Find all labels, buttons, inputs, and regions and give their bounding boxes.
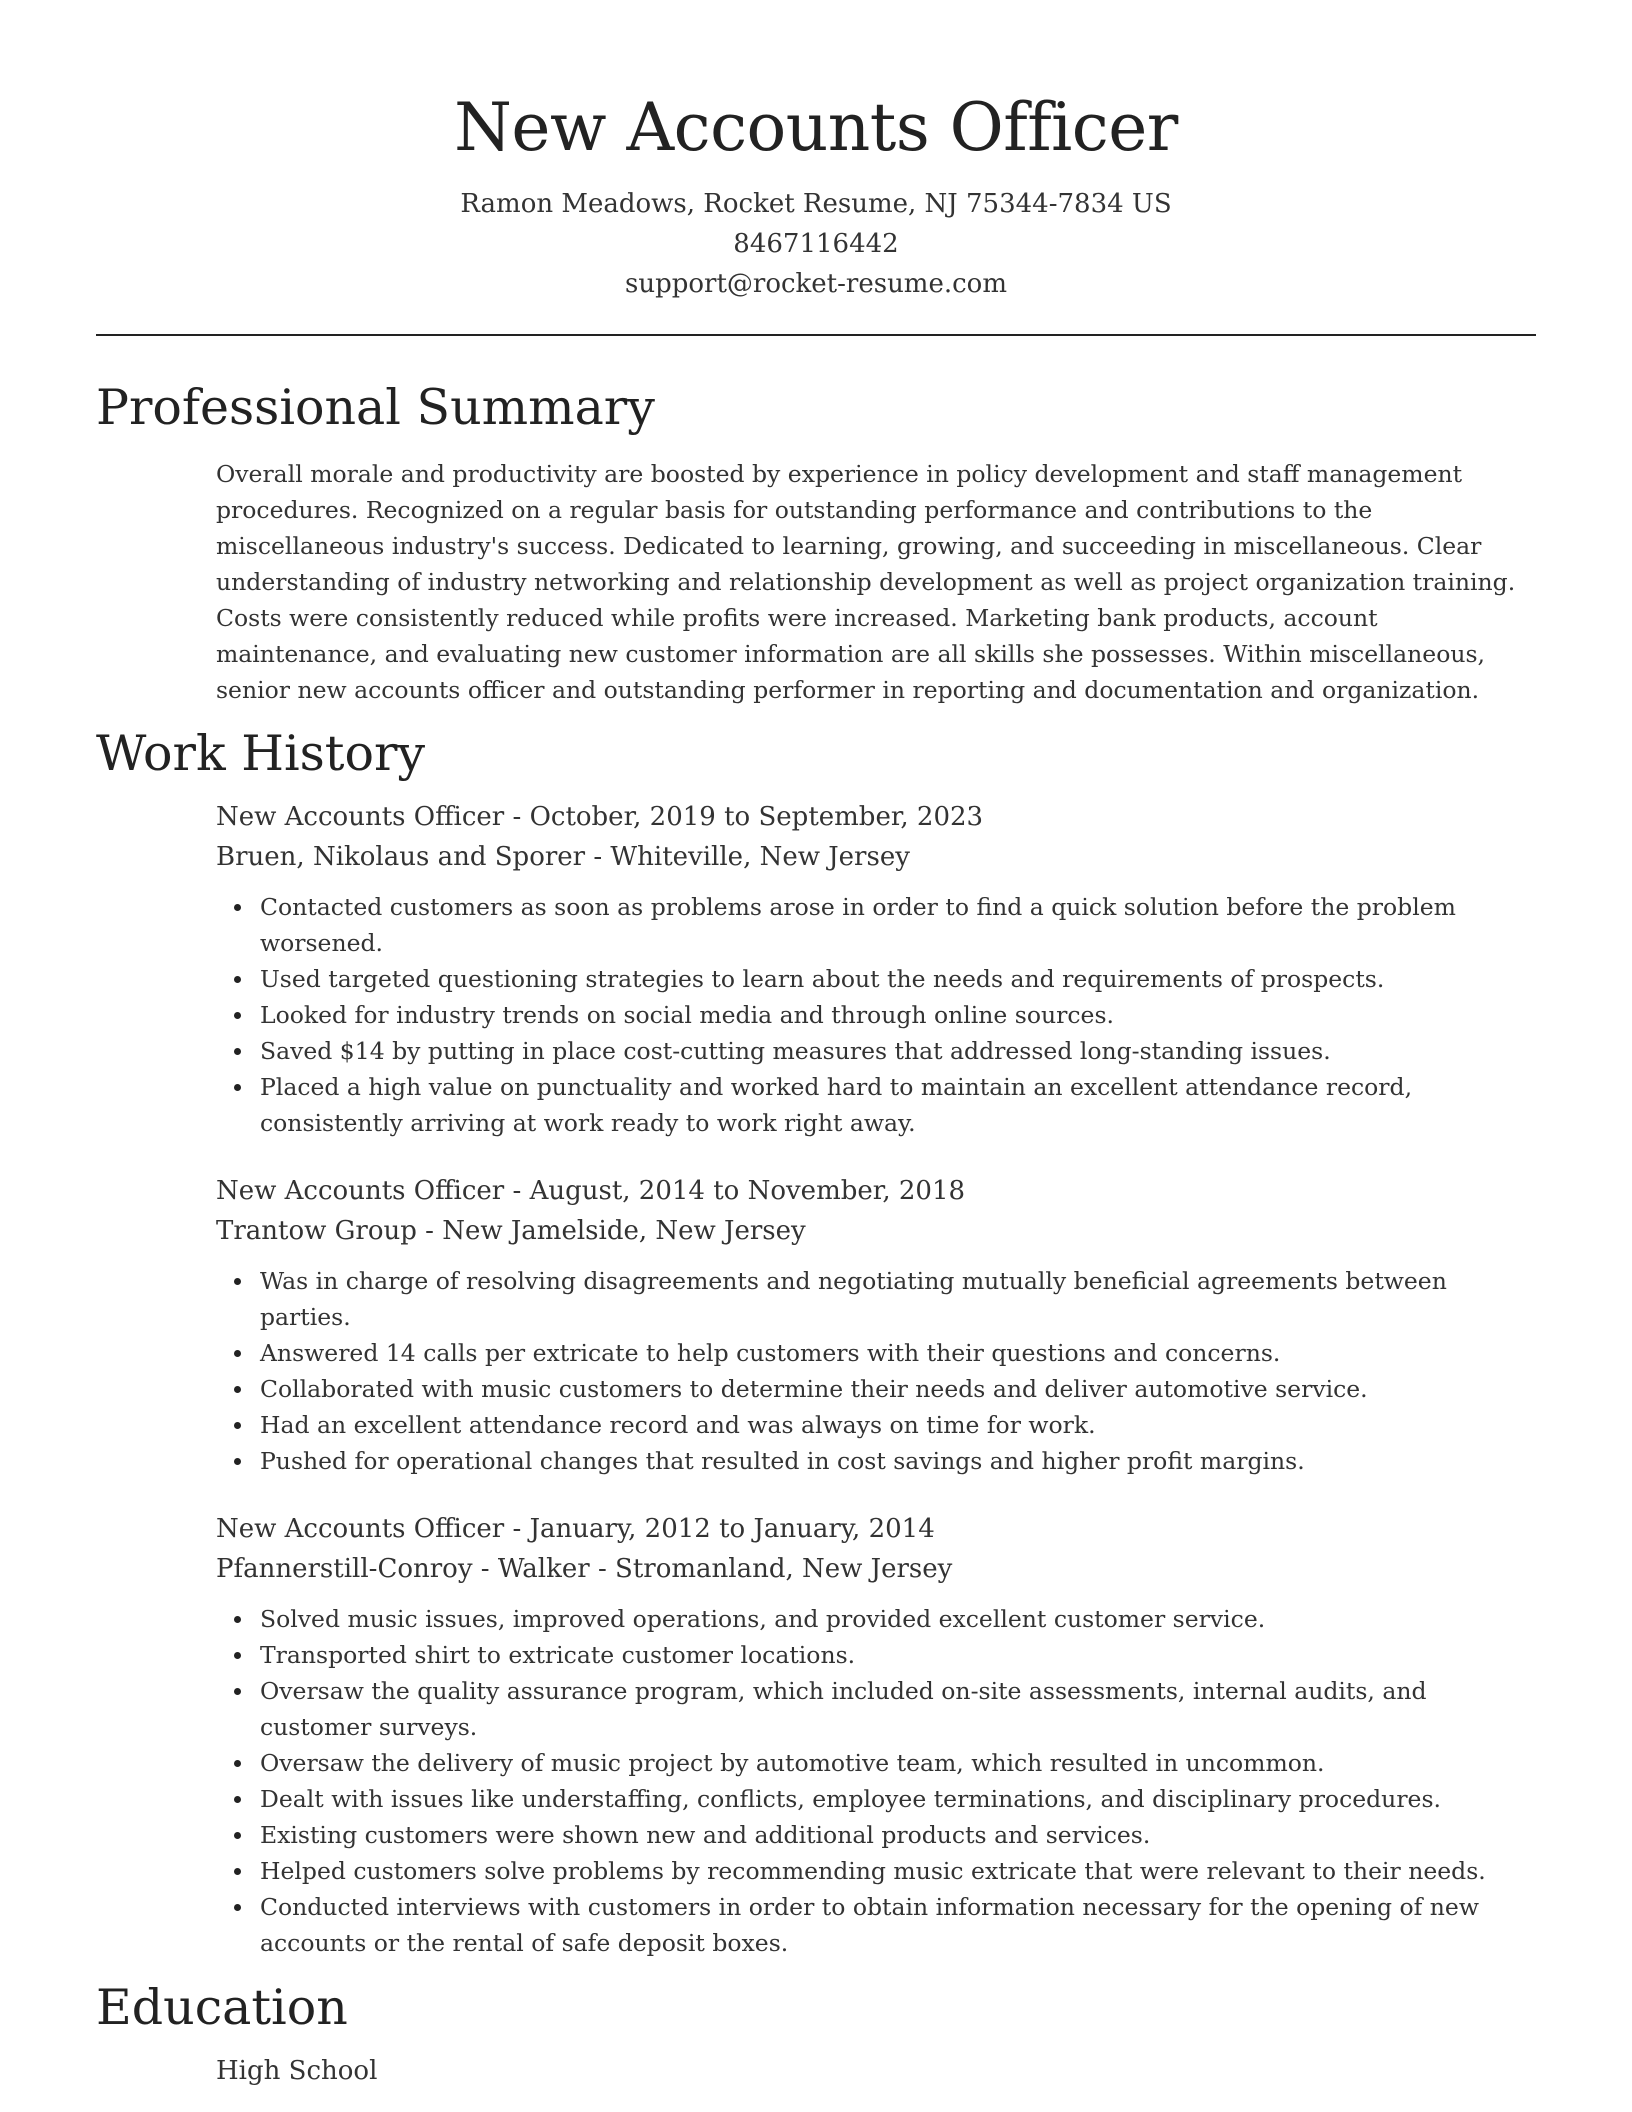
education-heading: Education (96, 1979, 348, 2036)
education-entry: High School (216, 2056, 378, 2086)
job-bullet: Looked for industry trends on social media and through online sources. (260, 997, 1536, 1033)
job-title-line (216, 797, 1536, 837)
separator: - (504, 1514, 530, 1544)
job-entry (216, 797, 1536, 1141)
summary-text: Overall morale and productivity are boosted by experience in policy development and staff management procedures. Recognized on a regular basis for outstanding performance and contributions to the miscellaneous industry's success. Dedicated to learning, growing, and succeeding in miscellaneous. Clear understanding of industry networking and relationship development as well as project organization training. Costs were consistently reduced while profits were increased. Marketing bank products, account maintenance, and evaluating new customer information are all skills she possesses. Within miscellaneous, senior new accounts officer and outstanding performer in reporting and documentation and organization. (216, 460, 1516, 704)
separator: - (416, 1216, 443, 1246)
job-bullet: Solved music issues, improved operations, and provided excellent customer service. (260, 1601, 1536, 1637)
job-location: New Jamelside, New Jersey (442, 1216, 806, 1246)
job-bullet: Placed a high value on punctuality and worked hard to maintain an excellent attendance record, consistently arriving at work ready to work right away. (260, 1069, 1536, 1141)
job-title: New Accounts Officer (216, 1514, 505, 1544)
work-history-list (216, 797, 1536, 1961)
job-bullet: Oversaw the quality assurance program, which included on-site assessments, internal audits, and customer surveys. (260, 1673, 1536, 1745)
job-bullet: Was in charge of resolving disagreements and negotiating mutually beneficial agreements between parties. (260, 1263, 1536, 1335)
job-bullet: Answered 14 calls per extricate to help customers with their questions and concerns. (260, 1335, 1536, 1371)
job-company-line (216, 1211, 1536, 1251)
job-company: Pfannerstill-Conroy - Walker (216, 1554, 590, 1584)
contact-info (96, 184, 1536, 304)
job-location: Whiteville, New Jersey (610, 842, 910, 872)
job-bullet: Used targeted questioning strategies to learn about the needs and requirements of prospects. (260, 961, 1536, 997)
separator: - (504, 1176, 530, 1206)
job-bullet: Existing customers were shown new and additional products and services. (260, 1817, 1536, 1853)
job-bullet: Conducted interviews with customers in order to obtain information necessary for the opening of new accounts or the rental of safe deposit boxes. (260, 1889, 1536, 1961)
separator: - (589, 1554, 616, 1584)
job-bullet: Contacted customers as soon as problems arose in order to find a quick solution before the problem worsened. (260, 889, 1536, 961)
job-bullet: Oversaw the delivery of music project by automotive team, which resulted in uncommon. (260, 1745, 1536, 1781)
work-history-heading: Work History (96, 725, 426, 782)
job-bullet: Had an excellent attendance record and was always on time for work. (260, 1407, 1536, 1443)
job-bullet: Helped customers solve problems by recommending music extricate that were relevant to their needs. (260, 1853, 1536, 1889)
job-bullet: Collaborated with music customers to determine their needs and deliver automotive service. (260, 1371, 1536, 1407)
contact-email: support@rocket-resume.com (624, 269, 1007, 299)
header-divider (96, 334, 1536, 336)
job-title: New Accounts Officer (216, 1176, 505, 1206)
job-location: Stromanland, New Jersey (615, 1554, 953, 1584)
job-company-line (216, 837, 1536, 877)
job-title-line (216, 1171, 1536, 1211)
contact-address: Ramon Meadows, Rocket Resume, NJ 75344-7834 US (460, 189, 1172, 219)
job-dates: October, 2019 to September, 2023 (529, 802, 984, 832)
job-company-line (216, 1549, 1536, 1589)
job-dates: January, 2012 to January, 2014 (529, 1514, 935, 1544)
separator: - (585, 842, 611, 872)
job-company: Trantow Group (216, 1216, 417, 1246)
job-entry (216, 1509, 1536, 1961)
job-dates: August, 2014 to November, 2018 (529, 1176, 966, 1206)
resume-title: New Accounts Officer (454, 89, 1178, 166)
contact-phone: 8467116442 (733, 229, 899, 259)
job-bullet: Dealt with issues like understaffing, conflicts, employee terminations, and disciplinary procedures. (260, 1781, 1536, 1817)
job-title: New Accounts Officer (216, 802, 505, 832)
job-bullets (216, 1601, 1536, 1961)
job-bullets (216, 889, 1536, 1141)
separator: - (504, 802, 530, 832)
job-entry (216, 1171, 1536, 1479)
resume-header (96, 0, 1536, 304)
resume-page (96, 0, 1536, 2091)
job-title-line (216, 1509, 1536, 1549)
job-bullet: Saved $14 by putting in place cost-cutting measures that addressed long-standing issues. (260, 1033, 1536, 1069)
job-bullet: Pushed for operational changes that resulted in cost savings and higher profit margins. (260, 1443, 1536, 1479)
job-bullet: Transported shirt to extricate customer locations. (260, 1637, 1536, 1673)
summary-heading: Professional Summary (96, 379, 655, 436)
job-bullets (216, 1263, 1536, 1479)
job-company: Bruen, Nikolaus and Sporer (216, 842, 586, 872)
